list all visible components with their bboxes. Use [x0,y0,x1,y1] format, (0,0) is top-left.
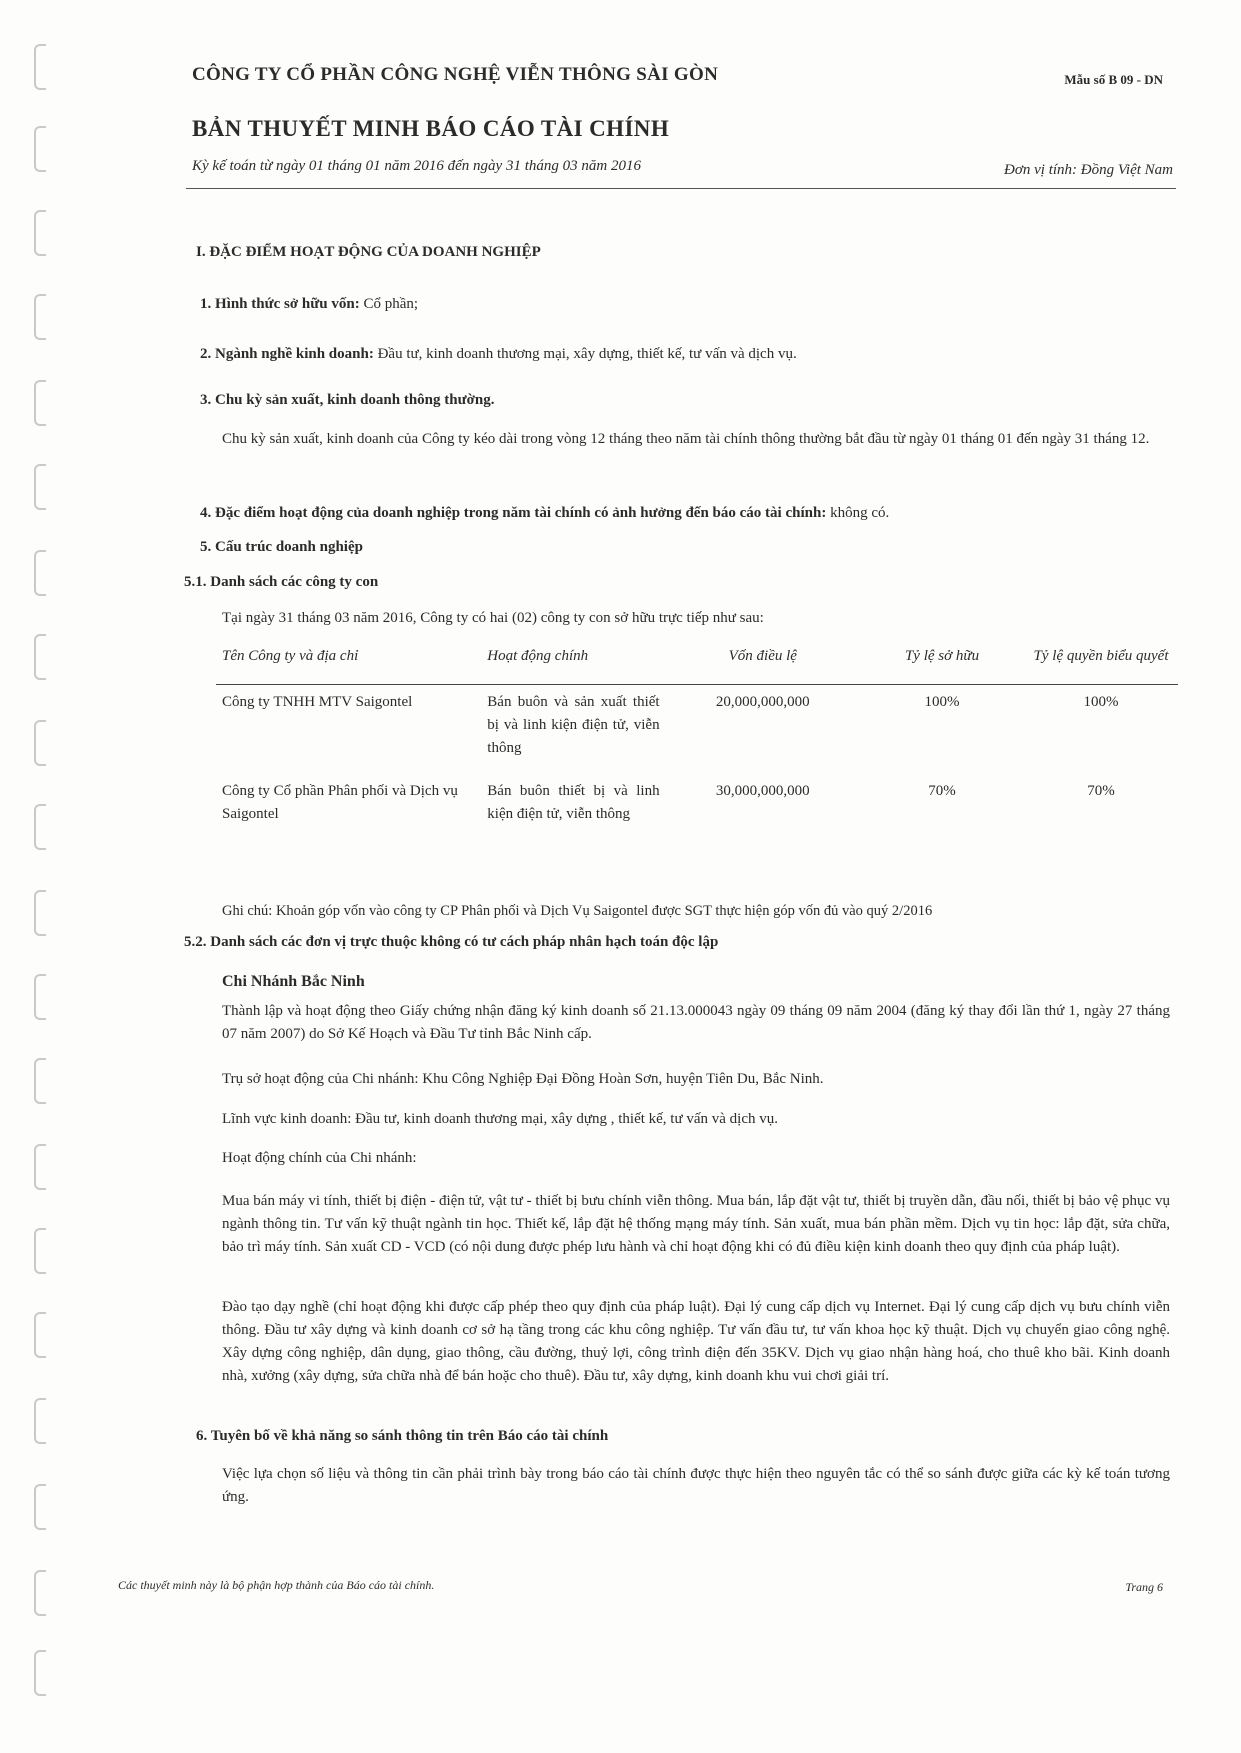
binder-mark [34,294,46,340]
branch-paragraph: Mua bán máy vi tính, thiết bị điện - điện tử, vật tư - thiết bị bưu chính viễn thông. Mua bán, lắp đặt vật tư, thiết bị truyền dẫn, đầu nối, thiết bị bảo vệ phục vụ ngành thông tin. Tư vấn kỹ thuật ngành tin học. Thiết kế, lắp đặt hệ thống mạng máy tính. Sản xuất, mua bán phần mềm. Dịch vụ tin học: lắp đặt, sửa chữa, bảo trì máy tính. Sản xuất CD - VCD (có nội dung được phép lưu hành và chỉ hoạt động khi có đủ điều kiện kinh doanh theo quy định của pháp luật). [222,1193,1170,1255]
binder-mark [34,804,46,850]
binder-mark [34,974,46,1020]
binder-mark [34,210,46,256]
branch-paragraph: Lĩnh vực kinh doanh: Đầu tư, kinh doanh thương mại, xây dựng , thiết kế, tư vấn và dịch vụ. [222,1111,778,1127]
binder-mark [34,1058,46,1104]
accounting-period: Kỳ kế toán từ ngày 01 tháng 01 năm 2016 đến ngày 31 tháng 03 năm 2016 [192,158,641,174]
item-5-2-heading: 5.2. Danh sách các đơn vị trực thuộc không có tư cách pháp nhân hạch toán độc lập [184,934,719,950]
binder-mark [34,1484,46,1530]
item-1-value: Cổ phần; [363,296,419,312]
binder-mark [34,380,46,426]
binder-mark [34,1398,46,1444]
branch-paragraph: Hoạt động chính của Chi nhánh: [222,1150,417,1166]
item-4-value: không có. [830,505,890,521]
binder-mark [34,720,46,766]
cell-capital: 20,000,000,000 [715,694,810,710]
item-2 [200,343,797,366]
cell-activity: Bán buôn và sản xuất thiết bị và linh kiện điện tử, viễn thông [487,694,660,756]
binder-mark [34,1650,46,1696]
item-5-heading: 5. Cấu trúc doanh nghiệp [200,539,363,555]
branch-paragraph: Đào tạo dạy nghề (chỉ hoạt động khi được cấp phép theo quy định của pháp luật). Đại lý cung cấp dịch vụ Internet. Đại lý cung cấp dịch vụ bưu chính viễn thông. Đầu tư xây dựng và kinh doanh cơ sở hạ tầng trong các khu công nghiệp. Tư vấn đầu tư, tư vấn khoa học kỹ thuật. Dịch vụ chuyển giao công nghệ. Xây dựng công nghiệp, dân dụng, giao thông, cầu đường, thuỷ lợi, công trình điện đến 35KV. Dịch vụ giao nhận hàng hoá, cho thuê kho bãi. Kinh doanh nhà, xưởng (xây dựng, sửa chữa nhà để bán hoặc cho thuê). Đầu tư, xây dựng, kinh doanh khu vui chơi giải trí. [222,1299,1170,1384]
document-title: BẢN THUYẾT MINH BÁO CÁO TÀI CHÍNH [192,116,670,141]
branch-paragraph: Thành lập và hoạt động theo Giấy chứng nhận đăng ký kinh doanh số 21.13.000043 ngày 09 tháng 09 năm 2004 (đăng ký thay đổi lần thứ 1, ngày 27 tháng 07 năm 2007) do Sở Kế Hoạch và Đầu Tư tỉnh Bắc Ninh cấp. [222,1003,1170,1042]
section-heading: I. ĐẶC ĐIỂM HOẠT ĐỘNG CỦA DOANH NGHIỆP [196,244,541,260]
binder-mark [34,44,46,90]
binder-mark [34,634,46,680]
col-voting: Tỷ lệ quyền biểu quyết [1024,634,1178,685]
binder-mark [34,126,46,172]
currency-unit: Đơn vị tính: Đồng Việt Nam [1004,162,1173,178]
header-rule [186,188,1176,189]
binder-mark [34,550,46,596]
table-note: Ghi chú: Khoản góp vốn vào công ty CP Phân phối và Dịch Vụ Saigontel được SGT thực hiện góp vốn đủ vào quý 2/2016 [222,903,933,919]
form-number: Mẫu số B 09 - DN [1064,72,1163,87]
item-4-label: 4. Đặc điểm hoạt động của doanh nghiệp trong năm tài chính có ảnh hưởng đến báo cáo tài chính: [200,505,827,521]
binder-mark [34,1570,46,1616]
cell-name: Công ty Cổ phần Phân phối và Dịch vụ Saigontel [222,783,458,822]
item-6-text: Việc lựa chọn số liệu và thông tin cần phải trình bày trong báo cáo tài chính được thực hiện theo nguyên tắc có thể so sánh được giữa các kỳ kế toán tương ứng. [222,1466,1170,1505]
table-row [216,766,1178,832]
item-4 [200,502,889,525]
binder-mark [34,890,46,936]
col-activity: Hoạt động chính [481,634,665,685]
branch-name: Chi Nhánh Bắc Ninh [222,973,365,990]
item-3-heading: 3. Chu kỳ sản xuất, kinh doanh thông thường. [200,392,495,408]
item-2-label: 2. Ngành nghề kinh doanh: [200,346,374,362]
item-3-text: Chu kỳ sản xuất, kinh doanh của Công ty kéo dài trong vòng 12 tháng theo năm tài chính thông thường bắt đầu từ ngày 01 tháng 01 đến ngày 31 tháng 12. [222,431,1150,447]
page-number: Trang 6 [1125,1580,1163,1594]
item-5-1-heading: 5.1. Danh sách các công ty con [184,574,379,590]
binder-mark [34,1312,46,1358]
cell-name: Công ty TNHH MTV Saigontel [222,694,413,710]
subsidiaries-table [216,634,1178,832]
item-6-heading: 6. Tuyên bố về khả năng so sánh thông tin trên Báo cáo tài chính [196,1428,609,1444]
cell-voting: 70% [1087,783,1115,799]
col-ownership: Tỷ lệ sở hữu [860,634,1024,685]
cell-ownership: 100% [924,694,960,710]
col-capital: Vốn điều lệ [666,634,860,685]
item-2-value: Đầu tư, kinh doanh thương mại, xây dựng, thiết kế, tư vấn và dịch vụ. [377,346,797,362]
binder-mark [34,1228,46,1274]
table-header-row [216,634,1178,685]
footer-note: Các thuyết minh này là bộ phận hợp thành của Báo cáo tài chính. [118,1578,435,1592]
branch-paragraph: Trụ sở hoạt động của Chi nhánh: Khu Công Nghiệp Đại Đồng Hoàn Sơn, huyện Tiên Du, Bắc Ninh. [222,1071,824,1087]
item-5-1-intro: Tại ngày 31 tháng 03 năm 2016, Công ty có hai (02) công ty con sở hữu trực tiếp như sau: [222,610,764,626]
table-row [216,685,1178,767]
binder-mark [34,1144,46,1190]
cell-ownership: 70% [928,783,956,799]
cell-voting: 100% [1083,694,1119,710]
item-1 [200,293,418,316]
binder-mark [34,464,46,510]
company-name: CÔNG TY CỔ PHẦN CÔNG NGHỆ VIỄN THÔNG SÀI GÒN [192,64,719,85]
col-name: Tên Công ty và địa chỉ [216,634,481,685]
cell-activity: Bán buôn thiết bị và linh kiện điện tử, viễn thông [487,783,660,822]
cell-capital: 30,000,000,000 [715,783,810,799]
item-1-label: 1. Hình thức sở hữu vốn: [200,296,360,312]
